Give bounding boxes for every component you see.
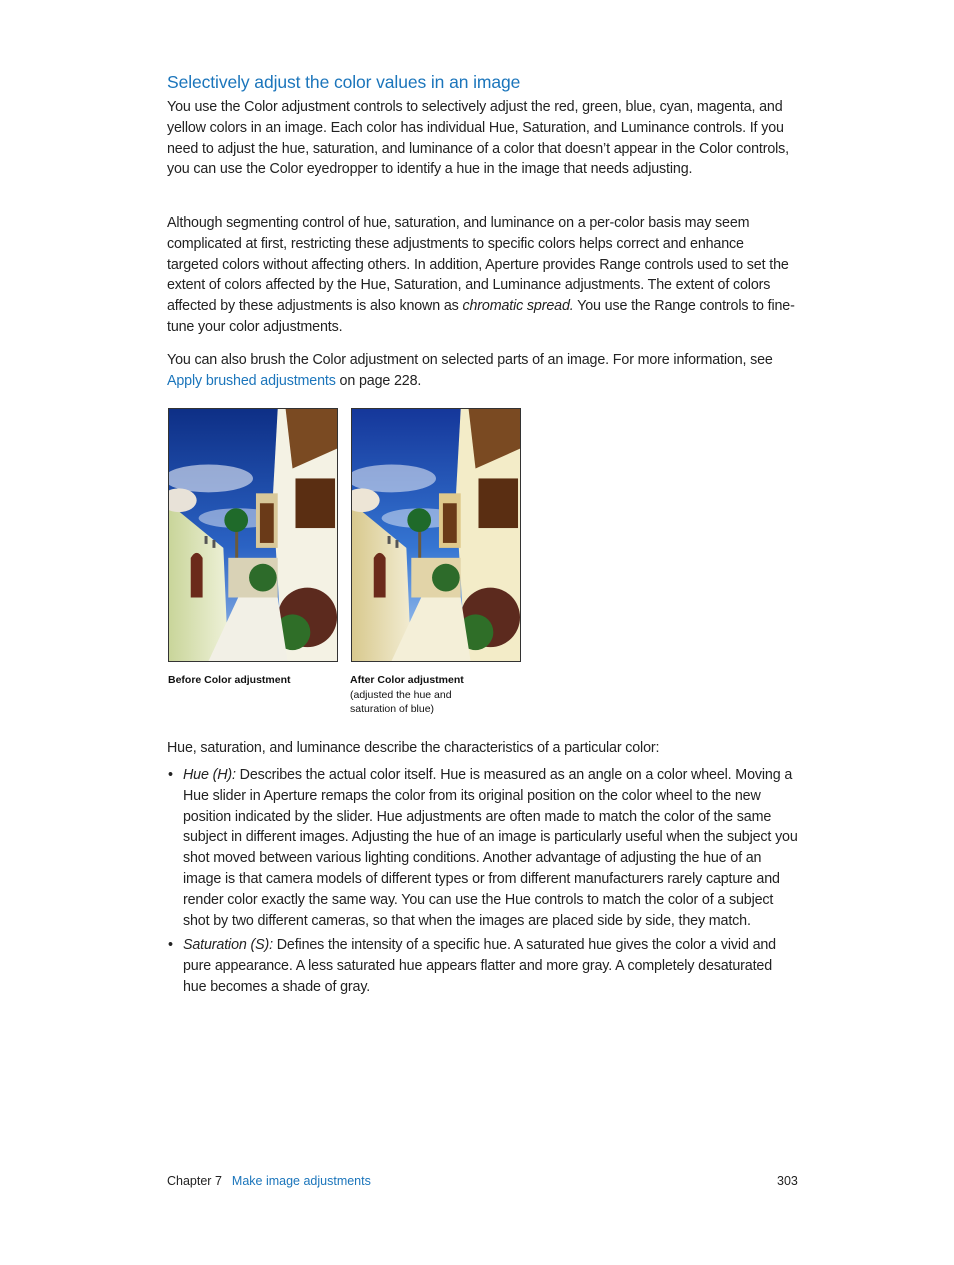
- after-caption: [350, 673, 464, 717]
- bullet-glyph: •: [168, 767, 173, 783]
- chapter-label: Chapter 7: [167, 1174, 222, 1188]
- paragraph-characteristics: Hue, saturation, and luminance describe the characteristics of a particular color:: [167, 740, 660, 756]
- section-heading: Selectively adjust the color values in an image: [167, 72, 521, 92]
- definition-list: [167, 765, 799, 1002]
- apply-brushed-adjustments-link[interactable]: Apply brushed adjustments: [167, 372, 336, 389]
- chapter-title-link[interactable]: Make image adjustments: [231, 1174, 371, 1188]
- after-subcaption-line2: saturation of blue): [350, 703, 435, 715]
- paragraph-text: on page 228.: [335, 372, 422, 389]
- definition-text: Describes the actual color itself. Hue is measured as an angle on a color wheel. Moving a Hue slider in Aperture remaps the color from its original position on the color wheel to the new position indicated by the slider. Hue adjustments are often made to match the color of the same subject in different images. Adjusting the hue of an image is particularly useful when the subject you shot moved between various lighting conditions. Another advantage of adjusting the hue of an image is that camera models of different types or from different manufacturers rarely capture and render color exactly the same way. You can use the Hue controls to match the color of a subject shot by two different cameras, so that when the images are placed side by side, they match.: [183, 767, 798, 929]
- paragraph-text: You can also brush the Color adjustment on selected parts of an image. For more information, see: [167, 352, 773, 368]
- definition-term: Hue (H):: [183, 767, 236, 783]
- paragraph-text: You use the Range controls to fine-tune your color adjustments.: [167, 298, 795, 335]
- page-number: 303: [777, 1174, 798, 1188]
- paragraph-brushed: [167, 350, 797, 392]
- definition-term: Saturation (S):: [183, 937, 273, 954]
- before-caption: [168, 673, 291, 688]
- paragraph-text: Although segmenting control of hue, saturation, and luminance on a per-color basis may seem complicated at first, restricting these adjustments to specific colors helps correct and enhance targeted colors without affecting others. In addition, Aperture provides Range controls used to set the extent of colors affected by the Hue, Saturation, and Luminance adjustments. The extent of colors affected by these adjustments is also known as: [167, 215, 789, 315]
- list-item-saturation: [167, 935, 799, 997]
- after-image: [351, 408, 521, 662]
- after-subcaption-line1: (adjusted the hue and: [350, 688, 452, 701]
- definition-text: Defines the intensity of a specific hue. A saturated hue gives the color a vivid and pure appearance. A less saturated hue appears flatter and more gray. A completely desaturated hue becomes a shade of gray.: [183, 937, 776, 995]
- footer-chapter: [167, 1174, 371, 1188]
- before-caption-title: Before Color adjustment: [168, 674, 291, 686]
- list-item-hue: [167, 765, 799, 931]
- paragraph-intro: You use the Color adjustment controls to selectively adjust the red, green, blue, cyan, magenta, and yellow colors in an image. Each color has individual Hue, Saturation, and Luminance controls. If you need to adjust the hue, saturation, and luminance of a color that doesn’t appear in the Color controls, you can use the Color eyedropper to identify a hue in the image that needs adjusting.: [167, 99, 789, 178]
- after-caption-title: After Color adjustment: [350, 674, 464, 686]
- emphasis-term: chromatic spread.: [462, 298, 574, 315]
- paragraph-chromatic-spread: [167, 213, 797, 338]
- before-image: [168, 408, 338, 662]
- bullet-glyph: •: [168, 937, 173, 954]
